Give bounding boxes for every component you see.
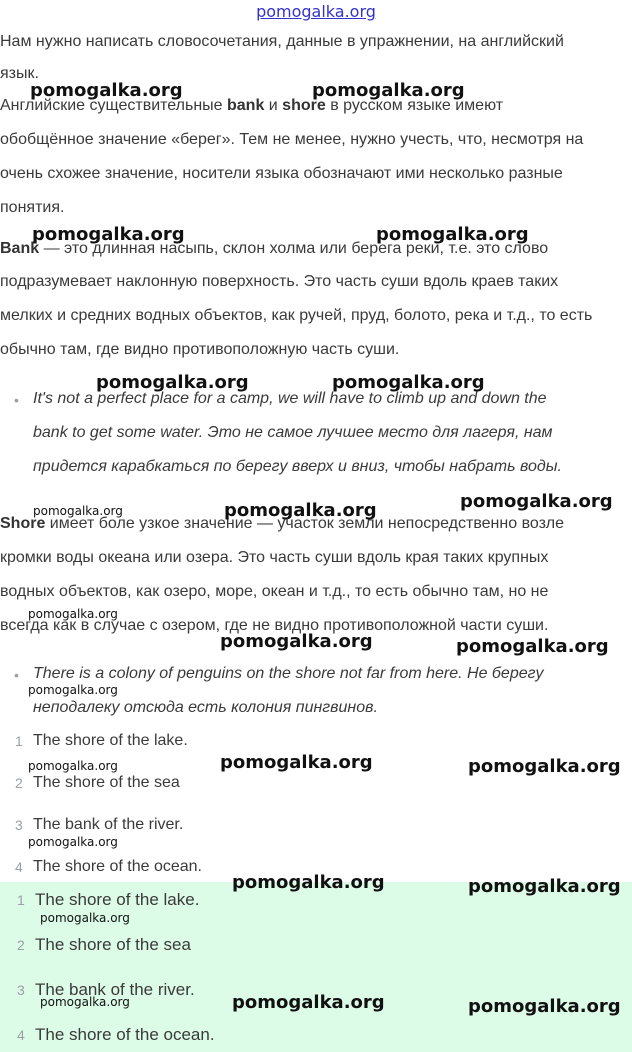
para1-line: очень схожее значение, носители языка обозначают ими несколько разные	[0, 165, 563, 182]
site-header-link[interactable]: pomogalka.org	[256, 2, 376, 21]
answer-number: 3	[17, 982, 25, 998]
para1-text: и	[264, 97, 283, 114]
list-number: 1	[15, 733, 23, 749]
shore-def-line: всегда как в случае с озером, где не видно противоположной части суши.	[0, 617, 549, 634]
watermark: pomogalka.org	[332, 372, 485, 393]
answer-number: 1	[17, 892, 25, 908]
answer-item: The shore of the sea	[35, 935, 191, 954]
intro-line: Нам нужно написать словосочетания, данные в упражнении, на английский	[0, 33, 564, 50]
watermark: pomogalka.org	[96, 372, 249, 393]
bullet-icon: •	[14, 667, 19, 683]
shore-def-text: имеет боле узкое значение — участок земли непосредственно возле	[45, 515, 564, 532]
shore-example-line: неподалеку отсюда есть колония пингвинов.	[33, 699, 378, 716]
watermark: pomogalka.org	[28, 683, 118, 697]
watermark: pomogalka.org	[40, 995, 130, 1009]
list-item: The shore of the sea	[33, 774, 180, 791]
watermark: pomogalka.org	[32, 224, 185, 245]
watermark: pomogalka.org	[460, 491, 613, 512]
answer-item: The shore of the lake.	[35, 890, 200, 909]
shore-def-line: водных объектов, как озеро, море, океан и т.д., то есть обычно там, но не	[0, 583, 549, 600]
term-shore: shore	[282, 97, 326, 114]
watermark: pomogalka.org	[30, 80, 183, 101]
bank-def-line: мелких и средних водных объектов, как ручей, пруд, болото, река и т.д., то есть	[0, 307, 593, 324]
bank-def-line: подразумевает наклонную поверхность. Это часть суши вдоль краев таких	[0, 273, 559, 290]
watermark: pomogalka.org	[28, 607, 118, 621]
list-number: 3	[15, 817, 23, 833]
watermark: pomogalka.org	[456, 636, 609, 657]
watermark: pomogalka.org	[312, 80, 465, 101]
list-number: 2	[15, 775, 23, 791]
shore-def-line: кромки воды океана или озера. Это часть суши вдоль края таких крупных	[0, 549, 549, 566]
watermark: pomogalka.org	[220, 631, 373, 652]
watermark: pomogalka.org	[468, 756, 621, 777]
watermark: pomogalka.org	[232, 992, 385, 1013]
answer-number: 2	[17, 937, 25, 953]
para1-text: Английские существительные	[0, 97, 227, 114]
list-number: 4	[15, 859, 23, 875]
watermark: pomogalka.org	[28, 759, 118, 773]
watermark: pomogalka.org	[40, 911, 130, 925]
list-item: The shore of the lake.	[33, 732, 188, 749]
list-item: The bank of the river.	[33, 816, 184, 833]
bank-def-line: обычно там, где видно противоположную часть суши.	[0, 341, 400, 358]
bullet-icon: •	[14, 392, 19, 408]
para1-text: в русском языке имеют	[325, 97, 504, 114]
intro-line: язык.	[0, 65, 39, 82]
answer-number: 4	[17, 1027, 25, 1043]
watermark: pomogalka.org	[224, 500, 377, 521]
term-bank: bank	[227, 97, 265, 114]
list-item: The shore of the ocean.	[33, 858, 202, 875]
watermark: pomogalka.org	[33, 504, 123, 518]
bank-example-line: bank to get some water. Это не самое лучшее место для лагеря, нам	[33, 424, 553, 441]
para1-line: обобщённое значение «берег». Тем не менее, нужно учесть, что, несмотря на	[0, 131, 584, 148]
shore-example-line: There is a colony of penguins on the shore not far from here. Не берегу	[33, 665, 544, 682]
shore-term: Shore	[0, 515, 46, 532]
watermark: pomogalka.org	[220, 752, 373, 773]
answer-item: The shore of the ocean.	[35, 1025, 215, 1044]
answer-item: The bank of the river.	[35, 980, 195, 999]
watermark: pomogalka.org	[28, 835, 118, 849]
bank-def-text: — это длинная насыпь, склон холма или берега реки, т.е. это слово	[39, 240, 549, 257]
bank-example-line: придется карабкаться по берегу вверх и вниз, чтобы набрать воды.	[33, 458, 562, 475]
watermark: pomogalka.org	[468, 996, 621, 1017]
para1-line: понятия.	[0, 199, 65, 216]
watermark: pomogalka.org	[376, 224, 529, 245]
watermark: pomogalka.org	[468, 876, 621, 897]
bank-term: Bank	[0, 240, 40, 257]
watermark: pomogalka.org	[232, 872, 385, 893]
bank-example-line: It's not a perfect place for a camp, we will have to climb up and down the	[33, 390, 547, 407]
